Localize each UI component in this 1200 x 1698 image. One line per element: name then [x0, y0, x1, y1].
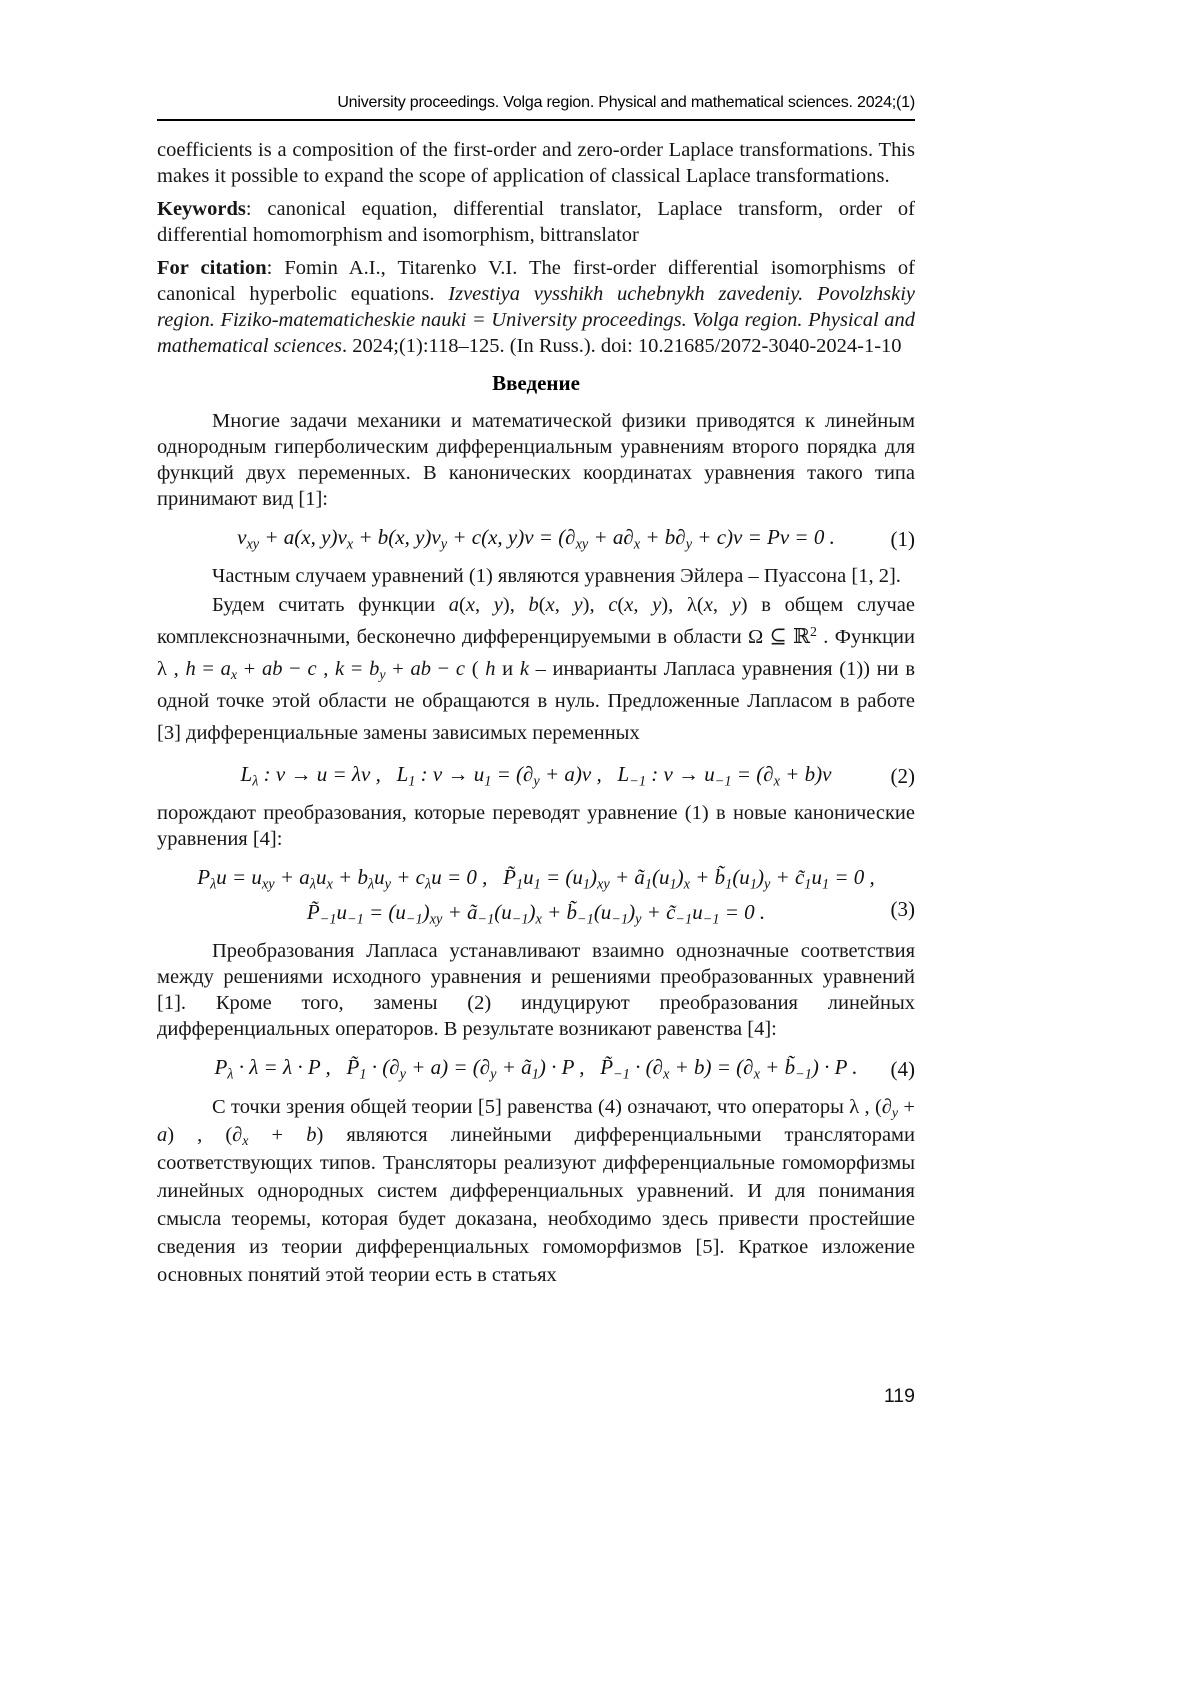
- running-head: University proceedings. Volga region. Physical and mathematical sciences. 2024;(1): [157, 94, 915, 121]
- equation-1-number: (1): [890, 527, 915, 551]
- intro-paragraph-3: Будем считать функции a(x, y), b(x, y), c(x, y), λ(x, y) в общем случае комплекснозначными, бесконечно дифференцируемыми в области Ω ⊆ ℝ$^2$ . Функции λ , $h = a_x$ + ab − c , $k = b_y$ + ab − c ( h и k – инварианты Лапласа уравнения (1)) ни в одной точке этой области не обращаются в нуль. Предложенные Лапласом в работе [3] дифференциальные замены зависимых переменных: [157, 594, 915, 744]
- equation-4: [157, 1055, 915, 1083]
- equation-2: [157, 762, 915, 790]
- intro-paragraph-5: Преобразования Лапласа устанавливают взаимно однозначные соответствия между решениями исходного уравнения и решениями преобразованных уравнений [1]. Кроме того, замены (2) индуцируют преобразования линейных дифференциальных операторов. В результате возникают равенства [4]:: [157, 940, 915, 1040]
- equation-2-number: (2): [890, 764, 915, 788]
- equation-2-body: $L_\lambda$ : v → u = λv , $L_1$ : $v \to u_1 = (\partial_y + a)v$ , $L_{-1}$ : $v \to u_{-1} = (\partial_x + b)v$: [240, 762, 832, 790]
- section-heading-introduction: Введение: [492, 371, 580, 395]
- equation-4-body: $P_\lambda \cdot \lambda = \lambda \cdot P$ , $P̃_1 \cdot (\partial_y + a) = (\partial_y$ + $ã_1) \cdot P$ , $P̃_{-1} \cdot (\partial_x + b) = (\partial_x$ + $b̃_{-1}) \cdot P$ .: [214, 1055, 858, 1083]
- intro-paragraph-2: Частным случаем уравнений (1) являются уравнения Эйлера – Пуассона [1, 2].: [212, 565, 901, 587]
- equation-3-line-1: $P_\lambda u = u_{xy} + a_\lambda u_x + b_\lambda u_y + c_\lambda u = 0$ , $P̃_1u_1 = (u_1)_{xy}$ + $ã_1(u_1)_x$ + $b̃_1(u_1)_y$ + $c̃_1u_1 = 0$ ,: [197, 865, 875, 893]
- page-number: 119: [883, 1385, 915, 1407]
- equation-4-number: (4): [890, 1057, 915, 1081]
- text-column: [157, 94, 915, 1289]
- keywords-paragraph: Keywords: canonical equation, differential translator, Laplace transform, order of differential homomorphism and isomorphism, bittranslator: [157, 198, 915, 246]
- equation-1-body: $v_{xy} + a(x$, $y)v_x + b(x$, $y)v_y + c(x$, $y)v = (\partial_{xy} + a\partial_x + b\partial_y + c)v = Pv = 0$ .: [237, 525, 835, 553]
- intro-paragraph-1: Многие задачи механики и математической физики приводятся к линейным однородным гиперболическим дифференциальным уравнениям второго порядка для функций двух переменных. В канонических координатах уравнения такого типа принимают вид [1]:: [157, 410, 915, 510]
- intro-paragraph-4: порождают преобразования, которые переводят уравнение (1) в новые канонические уравнения [4]:: [157, 802, 915, 850]
- equation-3-number: (3): [890, 897, 915, 921]
- citation-paragraph: For citation: Fomin A.I., Titarenko V.I. The first-order differential isomorphisms of canonical hyperbolic equations. Izvestiya vysshikh uchebnykh zavedeniy. Povolzhskiy region. Fiziko-matematicheskie nauki = University proceedings. Volga region. Physical and mathematical sciences. 2024;(1):118–125. (In Russ.). doi: 10.21685/2072-3040-2024-1-10: [157, 257, 915, 357]
- equation-3: [157, 865, 915, 928]
- abstract-closing-text: coefficients is a composition of the first-order and zero-order Laplace transformations. This makes it possible to expand the scope of application of classical Laplace transformations.: [157, 139, 915, 187]
- intro-paragraph-6: С точки зрения общей теории [5] равенства (4) означают, что операторы λ , $(\partial_y + a)$ , $(\partial_x + b)$ являются линейными дифференциальными трансляторами соответствующих типов. Трансляторы реализуют дифференциальные гомоморфизмы линейных однородных систем дифференциальных уравнений. И для понимания смысла теоремы, которая будет доказана, необходимо здесь привести простейшие сведения из теории дифференциальных гомоморфизмов [5]. Краткое изложение основных понятий этой теории есть в статьях: [157, 1096, 915, 1286]
- equation-1: [157, 525, 915, 553]
- equation-3-line-2: $P̃_{-1}u_{-1} = (u_{-1})_{xy}$ + $ã_{-1}(u_{-1})_x$ + $b̃_{-1}(u_{-1})_y$ + $c̃_{-1}u_{-1} = 0$ .: [306, 900, 766, 928]
